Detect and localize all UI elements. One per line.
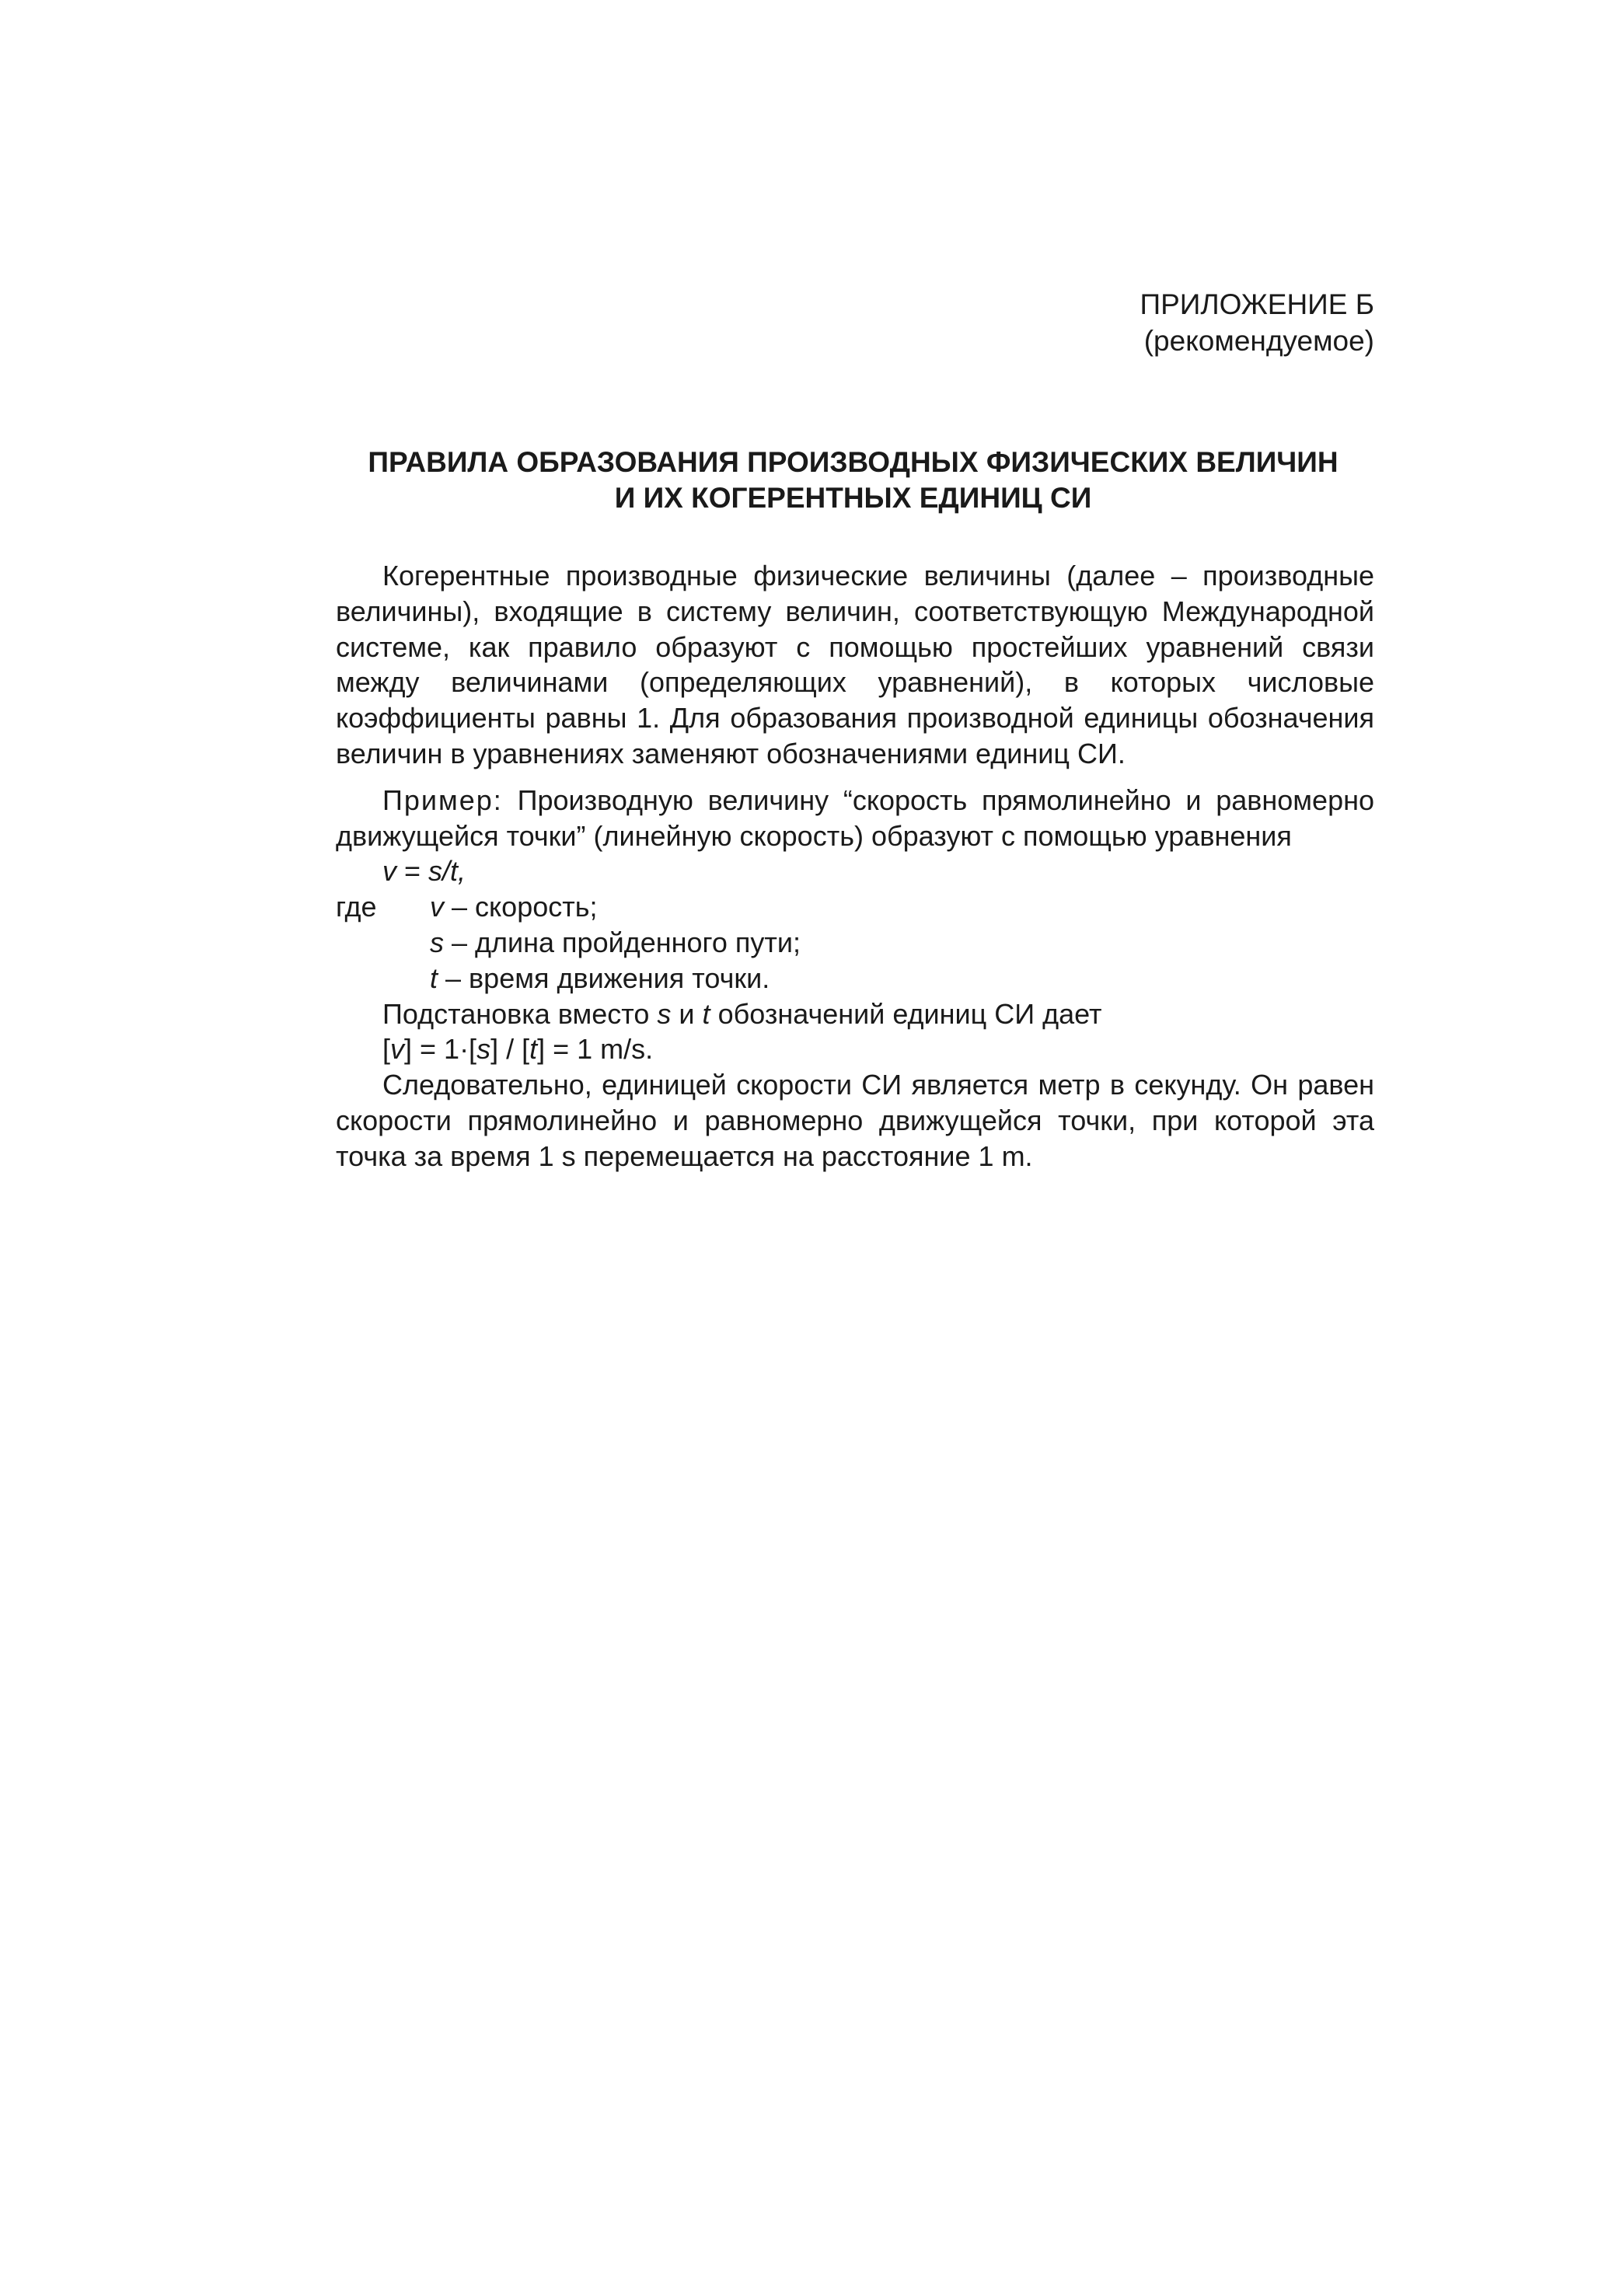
example-text: Производную величину “скорость прямолинейно и равномерно движущейся точки” (линейную скорость) образуют с помощью уравнения — [336, 783, 1374, 852]
section-title — [334, 445, 1372, 516]
substitution-line: Подстановка вместо s и t обозначений единиц СИ дает — [382, 997, 1102, 1030]
annex-label: ПРИЛОЖЕНИЕ Б — [1140, 288, 1374, 320]
equation-line: v = s/t, — [382, 855, 466, 888]
annex-header — [1140, 286, 1374, 359]
annex-status: (рекомендуемое) — [1143, 325, 1374, 357]
equation-st: s/t, — [428, 855, 466, 888]
where-word: где — [336, 891, 377, 923]
unit-equation: [v] = 1·[s] / [t] = 1 m/s. — [382, 1033, 654, 1066]
example-label: Пример: — [382, 783, 503, 816]
conclusion-paragraph: Следовательно, единицей скорости СИ является метр в секунду. Он равен скорости прямолинейно и равномерно движущейся точки, при которой эта точка за время 1 s перемещается на расстояние 1 m. — [336, 1069, 1374, 1172]
definition-s: s – длина пройденного пути; — [430, 926, 801, 958]
body-text — [336, 558, 1374, 1174]
definition-t: t – время движения точки. — [430, 961, 770, 994]
equation-v: v — [382, 855, 396, 888]
definition-v: где v – скорость; — [336, 889, 1374, 925]
example-paragraph — [336, 783, 1374, 854]
title-line-1: ПРАВИЛА ОБРАЗОВАНИЯ ПРОИЗВОДНЫХ ФИЗИЧЕСКИХ ВЕЛИЧИН — [368, 446, 1339, 478]
title-line-2: И ИХ КОГЕРЕНТНЫХ ЕДИНИЦ СИ — [614, 482, 1092, 514]
intro-paragraph: Когерентные производные физические величины (далее – производные величины), входящие в систему величин, соответствующую Международной системе, как правило образуют с помощью простейших уравнений связи между величинами (определяющих уравнений), в которых числовые коэффициенты равны 1. Для образования производной единицы обозначения величин в уравнениях заменяют обозначениями единиц СИ. — [336, 560, 1374, 769]
